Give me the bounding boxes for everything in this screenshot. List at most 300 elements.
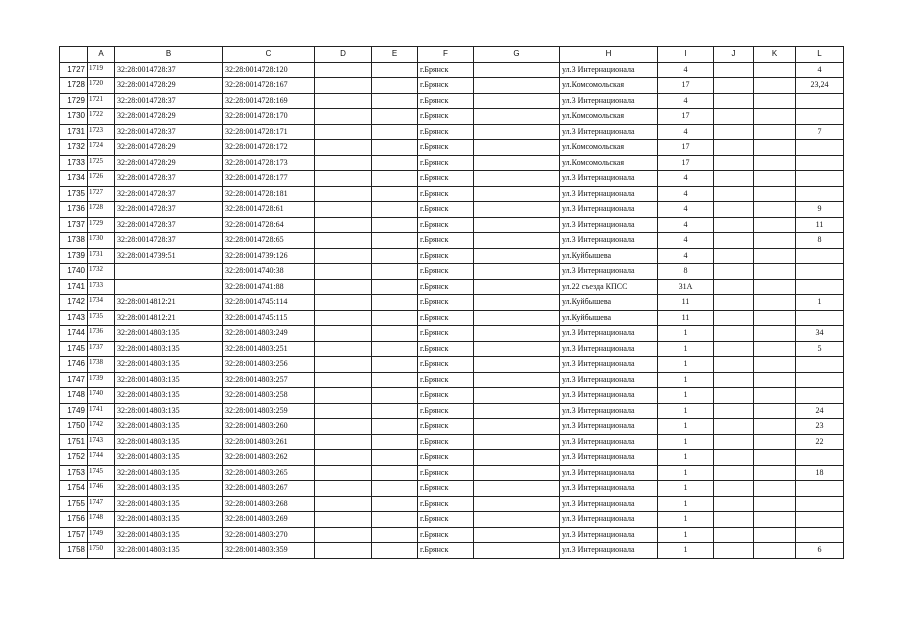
- cell-e[interactable]: [372, 543, 418, 559]
- cell-a[interactable]: [88, 326, 115, 342]
- cell-b[interactable]: [115, 264, 223, 280]
- cell-e[interactable]: [372, 481, 418, 497]
- cell-h[interactable]: ул.3 Интернационала: [560, 62, 658, 78]
- cell-c[interactable]: 32:28:0014803:260: [223, 419, 315, 435]
- cell-h[interactable]: ул.Куйбышева: [560, 310, 658, 326]
- cell-e[interactable]: [372, 326, 418, 342]
- cell-b[interactable]: 32:28:0014803:135: [115, 543, 223, 559]
- cell-a[interactable]: [88, 202, 115, 218]
- row-number[interactable]: 1751: [60, 434, 88, 450]
- cell-b[interactable]: 32:28:0014728:29: [115, 140, 223, 156]
- cell-d[interactable]: [315, 465, 372, 481]
- cell-g[interactable]: [474, 62, 560, 78]
- cell-c[interactable]: 32:28:0014803:256: [223, 357, 315, 373]
- cell-j[interactable]: [714, 264, 754, 280]
- cell-h[interactable]: ул.3 Интернационала: [560, 403, 658, 419]
- cell-h[interactable]: ул.Комсомольская: [560, 140, 658, 156]
- row-number[interactable]: 1744: [60, 326, 88, 342]
- cell-f[interactable]: г.Брянск: [418, 171, 474, 187]
- cell-f[interactable]: г.Брянск: [418, 403, 474, 419]
- cell-k[interactable]: [754, 512, 796, 528]
- cell-f[interactable]: г.Брянск: [418, 357, 474, 373]
- cell-l[interactable]: [796, 248, 844, 264]
- cell-i[interactable]: 17: [658, 140, 714, 156]
- cell-l[interactable]: 8: [796, 233, 844, 249]
- cell-f[interactable]: г.Брянск: [418, 465, 474, 481]
- cell-i[interactable]: 17: [658, 155, 714, 171]
- cell-b[interactable]: 32:28:0014728:29: [115, 78, 223, 94]
- cell-e[interactable]: [372, 357, 418, 373]
- cell-f[interactable]: г.Брянск: [418, 372, 474, 388]
- cell-d[interactable]: [315, 202, 372, 218]
- cell-k[interactable]: [754, 450, 796, 466]
- cell-f[interactable]: г.Брянск: [418, 264, 474, 280]
- row-number[interactable]: 1748: [60, 388, 88, 404]
- cell-c[interactable]: 32:28:0014803:249: [223, 326, 315, 342]
- cell-l[interactable]: [796, 155, 844, 171]
- cell-l[interactable]: 34: [796, 326, 844, 342]
- cell-h[interactable]: ул.3 Интернационала: [560, 450, 658, 466]
- cell-i[interactable]: 1: [658, 450, 714, 466]
- cell-e[interactable]: [372, 403, 418, 419]
- cell-i[interactable]: 4: [658, 248, 714, 264]
- cell-c[interactable]: 32:28:0014803:261: [223, 434, 315, 450]
- column-header-a[interactable]: A: [88, 47, 115, 63]
- cell-b[interactable]: 32:28:0014803:135: [115, 419, 223, 435]
- cell-e[interactable]: [372, 388, 418, 404]
- cell-e[interactable]: [372, 310, 418, 326]
- cell-d[interactable]: [315, 496, 372, 512]
- cell-h[interactable]: ул.3 Интернационала: [560, 481, 658, 497]
- cell-c[interactable]: 32:28:0014803:258: [223, 388, 315, 404]
- cell-b[interactable]: [115, 279, 223, 295]
- cell-c[interactable]: 32:28:0014803:262: [223, 450, 315, 466]
- cell-h[interactable]: ул.3 Интернационала: [560, 233, 658, 249]
- cell-c[interactable]: 32:28:0014728:181: [223, 186, 315, 202]
- cell-i[interactable]: 4: [658, 217, 714, 233]
- cell-i[interactable]: 1: [658, 357, 714, 373]
- cell-g[interactable]: [474, 481, 560, 497]
- cell-h[interactable]: ул.3 Интернационала: [560, 372, 658, 388]
- cell-c[interactable]: 32:28:0014728:171: [223, 124, 315, 140]
- cell-j[interactable]: [714, 403, 754, 419]
- cell-e[interactable]: [372, 264, 418, 280]
- cell-h[interactable]: ул.Комсомольская: [560, 109, 658, 125]
- row-number[interactable]: 1740: [60, 264, 88, 280]
- cell-e[interactable]: [372, 512, 418, 528]
- cell-a[interactable]: [88, 419, 115, 435]
- cell-b[interactable]: 32:28:0014803:135: [115, 388, 223, 404]
- cell-i[interactable]: 1: [658, 481, 714, 497]
- cell-j[interactable]: [714, 388, 754, 404]
- column-header-d[interactable]: D: [315, 47, 372, 63]
- cell-f[interactable]: г.Брянск: [418, 341, 474, 357]
- cell-g[interactable]: [474, 124, 560, 140]
- cell-a[interactable]: [88, 481, 115, 497]
- cell-d[interactable]: [315, 543, 372, 559]
- cell-c[interactable]: 32:28:0014803:359: [223, 543, 315, 559]
- cell-g[interactable]: [474, 326, 560, 342]
- row-number[interactable]: 1750: [60, 419, 88, 435]
- column-header-g[interactable]: G: [474, 47, 560, 63]
- cell-i[interactable]: 17: [658, 109, 714, 125]
- cell-j[interactable]: [714, 527, 754, 543]
- cell-j[interactable]: [714, 434, 754, 450]
- cell-g[interactable]: [474, 171, 560, 187]
- cell-a[interactable]: [88, 171, 115, 187]
- cell-f[interactable]: г.Брянск: [418, 186, 474, 202]
- cell-i[interactable]: 1: [658, 372, 714, 388]
- cell-b[interactable]: 32:28:0014728:37: [115, 217, 223, 233]
- cell-a[interactable]: [88, 434, 115, 450]
- cell-h[interactable]: ул.3 Интернационала: [560, 388, 658, 404]
- cell-b[interactable]: 32:28:0014803:135: [115, 372, 223, 388]
- cell-i[interactable]: 4: [658, 233, 714, 249]
- cell-h[interactable]: ул.3 Интернационала: [560, 217, 658, 233]
- cell-l[interactable]: [796, 512, 844, 528]
- cell-k[interactable]: [754, 481, 796, 497]
- cell-h[interactable]: ул.3 Интернационала: [560, 93, 658, 109]
- cell-h[interactable]: ул.22 съезда КПСС: [560, 279, 658, 295]
- cell-k[interactable]: [754, 434, 796, 450]
- cell-i[interactable]: 1: [658, 341, 714, 357]
- row-number[interactable]: 1727: [60, 62, 88, 78]
- cell-c[interactable]: 32:28:0014803:251: [223, 341, 315, 357]
- cell-d[interactable]: [315, 372, 372, 388]
- cell-b[interactable]: 32:28:0014812:21: [115, 310, 223, 326]
- row-number[interactable]: 1757: [60, 527, 88, 543]
- cell-d[interactable]: [315, 341, 372, 357]
- cell-g[interactable]: [474, 217, 560, 233]
- cell-a[interactable]: [88, 295, 115, 311]
- cell-g[interactable]: [474, 372, 560, 388]
- cell-b[interactable]: 32:28:0014728:37: [115, 93, 223, 109]
- cell-e[interactable]: [372, 78, 418, 94]
- cell-d[interactable]: [315, 62, 372, 78]
- row-number[interactable]: 1733: [60, 155, 88, 171]
- column-header-j[interactable]: J: [714, 47, 754, 63]
- cell-j[interactable]: [714, 140, 754, 156]
- cell-a[interactable]: [88, 109, 115, 125]
- cell-l[interactable]: 11: [796, 217, 844, 233]
- cell-d[interactable]: [315, 233, 372, 249]
- cell-f[interactable]: г.Брянск: [418, 140, 474, 156]
- cell-l[interactable]: 9: [796, 202, 844, 218]
- cell-c[interactable]: 32:28:0014728:120: [223, 62, 315, 78]
- cell-c[interactable]: 32:28:0014803:269: [223, 512, 315, 528]
- cell-c[interactable]: 32:28:0014745:114: [223, 295, 315, 311]
- cell-j[interactable]: [714, 496, 754, 512]
- cell-e[interactable]: [372, 140, 418, 156]
- row-number[interactable]: 1756: [60, 512, 88, 528]
- cell-e[interactable]: [372, 202, 418, 218]
- column-header-h[interactable]: H: [560, 47, 658, 63]
- cell-l[interactable]: [796, 279, 844, 295]
- cell-b[interactable]: 32:28:0014803:135: [115, 434, 223, 450]
- cell-h[interactable]: ул.3 Интернационала: [560, 512, 658, 528]
- row-number[interactable]: 1754: [60, 481, 88, 497]
- cell-i[interactable]: 1: [658, 527, 714, 543]
- corner-cell[interactable]: [60, 47, 88, 63]
- cell-k[interactable]: [754, 202, 796, 218]
- cell-b[interactable]: 32:28:0014728:37: [115, 186, 223, 202]
- cell-j[interactable]: [714, 279, 754, 295]
- cell-c[interactable]: 32:28:0014728:172: [223, 140, 315, 156]
- cell-d[interactable]: [315, 186, 372, 202]
- cell-j[interactable]: [714, 217, 754, 233]
- cell-b[interactable]: 32:28:0014803:135: [115, 341, 223, 357]
- cell-b[interactable]: 32:28:0014728:37: [115, 233, 223, 249]
- cell-a[interactable]: [88, 341, 115, 357]
- row-number[interactable]: 1752: [60, 450, 88, 466]
- cell-h[interactable]: ул.3 Интернационала: [560, 264, 658, 280]
- cell-l[interactable]: [796, 264, 844, 280]
- row-number[interactable]: 1729: [60, 93, 88, 109]
- cell-k[interactable]: [754, 109, 796, 125]
- cell-c[interactable]: 32:28:0014803:257: [223, 372, 315, 388]
- cell-l[interactable]: 22: [796, 434, 844, 450]
- cell-d[interactable]: [315, 450, 372, 466]
- cell-e[interactable]: [372, 434, 418, 450]
- cell-a[interactable]: [88, 527, 115, 543]
- cell-i[interactable]: 1: [658, 388, 714, 404]
- cell-j[interactable]: [714, 310, 754, 326]
- row-number[interactable]: 1737: [60, 217, 88, 233]
- row-number[interactable]: 1753: [60, 465, 88, 481]
- cell-f[interactable]: г.Брянск: [418, 527, 474, 543]
- cell-c[interactable]: 32:28:0014745:115: [223, 310, 315, 326]
- cell-j[interactable]: [714, 372, 754, 388]
- cell-k[interactable]: [754, 233, 796, 249]
- cell-l[interactable]: [796, 93, 844, 109]
- cell-h[interactable]: ул.3 Интернационала: [560, 341, 658, 357]
- cell-i[interactable]: 1: [658, 465, 714, 481]
- cell-i[interactable]: 11: [658, 295, 714, 311]
- column-header-c[interactable]: C: [223, 47, 315, 63]
- cell-e[interactable]: [372, 279, 418, 295]
- row-number[interactable]: 1743: [60, 310, 88, 326]
- cell-l[interactable]: [796, 372, 844, 388]
- cell-k[interactable]: [754, 403, 796, 419]
- cell-h[interactable]: ул.Куйбышева: [560, 295, 658, 311]
- cell-j[interactable]: [714, 155, 754, 171]
- cell-b[interactable]: 32:28:0014728:29: [115, 155, 223, 171]
- cell-g[interactable]: [474, 465, 560, 481]
- cell-k[interactable]: [754, 372, 796, 388]
- cell-f[interactable]: г.Брянск: [418, 93, 474, 109]
- cell-e[interactable]: [372, 109, 418, 125]
- cell-f[interactable]: г.Брянск: [418, 109, 474, 125]
- cell-j[interactable]: [714, 326, 754, 342]
- cell-g[interactable]: [474, 202, 560, 218]
- cell-g[interactable]: [474, 357, 560, 373]
- cell-e[interactable]: [372, 527, 418, 543]
- cell-k[interactable]: [754, 388, 796, 404]
- cell-e[interactable]: [372, 186, 418, 202]
- column-header-f[interactable]: F: [418, 47, 474, 63]
- cell-b[interactable]: 32:28:0014728:37: [115, 62, 223, 78]
- cell-c[interactable]: 32:28:0014803:265: [223, 465, 315, 481]
- cell-a[interactable]: [88, 465, 115, 481]
- cell-c[interactable]: 32:28:0014740:38: [223, 264, 315, 280]
- cell-e[interactable]: [372, 124, 418, 140]
- cell-d[interactable]: [315, 481, 372, 497]
- cell-l[interactable]: 7: [796, 124, 844, 140]
- cell-c[interactable]: 32:28:0014728:173: [223, 155, 315, 171]
- cell-h[interactable]: ул.3 Интернационала: [560, 357, 658, 373]
- cell-h[interactable]: ул.Комсомольская: [560, 155, 658, 171]
- column-header-e[interactable]: E: [372, 47, 418, 63]
- row-number[interactable]: 1732: [60, 140, 88, 156]
- cell-g[interactable]: [474, 543, 560, 559]
- cell-a[interactable]: [88, 93, 115, 109]
- row-number[interactable]: 1731: [60, 124, 88, 140]
- row-number[interactable]: 1736: [60, 202, 88, 218]
- cell-f[interactable]: г.Брянск: [418, 310, 474, 326]
- cell-i[interactable]: 4: [658, 186, 714, 202]
- cell-f[interactable]: г.Брянск: [418, 419, 474, 435]
- cell-c[interactable]: 32:28:0014728:65: [223, 233, 315, 249]
- cell-f[interactable]: г.Брянск: [418, 326, 474, 342]
- column-header-k[interactable]: K: [754, 47, 796, 63]
- cell-h[interactable]: ул.3 Интернационала: [560, 496, 658, 512]
- cell-d[interactable]: [315, 527, 372, 543]
- cell-d[interactable]: [315, 171, 372, 187]
- cell-d[interactable]: [315, 357, 372, 373]
- cell-f[interactable]: г.Брянск: [418, 202, 474, 218]
- cell-l[interactable]: [796, 481, 844, 497]
- cell-i[interactable]: 17: [658, 78, 714, 94]
- cell-c[interactable]: 32:28:0014803:268: [223, 496, 315, 512]
- cell-k[interactable]: [754, 326, 796, 342]
- cell-a[interactable]: [88, 217, 115, 233]
- cell-k[interactable]: [754, 93, 796, 109]
- cell-k[interactable]: [754, 217, 796, 233]
- cell-e[interactable]: [372, 93, 418, 109]
- cell-k[interactable]: [754, 465, 796, 481]
- cell-h[interactable]: ул.3 Интернационала: [560, 326, 658, 342]
- cell-i[interactable]: 4: [658, 124, 714, 140]
- cell-j[interactable]: [714, 78, 754, 94]
- cell-j[interactable]: [714, 543, 754, 559]
- cell-f[interactable]: г.Брянск: [418, 78, 474, 94]
- cell-i[interactable]: 4: [658, 202, 714, 218]
- cell-f[interactable]: г.Брянск: [418, 434, 474, 450]
- cell-g[interactable]: [474, 310, 560, 326]
- cell-g[interactable]: [474, 512, 560, 528]
- cell-k[interactable]: [754, 264, 796, 280]
- column-header-l[interactable]: L: [796, 47, 844, 63]
- row-number[interactable]: 1755: [60, 496, 88, 512]
- cell-d[interactable]: [315, 295, 372, 311]
- cell-k[interactable]: [754, 62, 796, 78]
- cell-g[interactable]: [474, 419, 560, 435]
- cell-j[interactable]: [714, 357, 754, 373]
- cell-h[interactable]: ул.3 Интернационала: [560, 527, 658, 543]
- cell-a[interactable]: [88, 62, 115, 78]
- cell-l[interactable]: 5: [796, 341, 844, 357]
- cell-l[interactable]: 18: [796, 465, 844, 481]
- cell-i[interactable]: 1: [658, 543, 714, 559]
- cell-d[interactable]: [315, 310, 372, 326]
- cell-l[interactable]: [796, 186, 844, 202]
- cell-f[interactable]: г.Брянск: [418, 512, 474, 528]
- cell-j[interactable]: [714, 481, 754, 497]
- cell-b[interactable]: 32:28:0014728:37: [115, 171, 223, 187]
- cell-k[interactable]: [754, 248, 796, 264]
- cell-e[interactable]: [372, 341, 418, 357]
- cell-a[interactable]: [88, 310, 115, 326]
- cell-j[interactable]: [714, 93, 754, 109]
- cell-i[interactable]: 1: [658, 496, 714, 512]
- cell-k[interactable]: [754, 279, 796, 295]
- cell-g[interactable]: [474, 434, 560, 450]
- cell-a[interactable]: [88, 496, 115, 512]
- cell-l[interactable]: [796, 140, 844, 156]
- cell-l[interactable]: [796, 450, 844, 466]
- row-number[interactable]: 1734: [60, 171, 88, 187]
- cell-b[interactable]: 32:28:0014728:37: [115, 124, 223, 140]
- cell-i[interactable]: 1: [658, 434, 714, 450]
- row-number[interactable]: 1730: [60, 109, 88, 125]
- cell-d[interactable]: [315, 512, 372, 528]
- cell-a[interactable]: [88, 450, 115, 466]
- cell-k[interactable]: [754, 171, 796, 187]
- cell-j[interactable]: [714, 62, 754, 78]
- cell-d[interactable]: [315, 264, 372, 280]
- cell-h[interactable]: ул.3 Интернационала: [560, 419, 658, 435]
- cell-g[interactable]: [474, 155, 560, 171]
- cell-b[interactable]: 32:28:0014803:135: [115, 403, 223, 419]
- cell-j[interactable]: [714, 341, 754, 357]
- cell-e[interactable]: [372, 171, 418, 187]
- cell-d[interactable]: [315, 419, 372, 435]
- cell-c[interactable]: 32:28:0014741:88: [223, 279, 315, 295]
- cell-g[interactable]: [474, 233, 560, 249]
- cell-f[interactable]: г.Брянск: [418, 388, 474, 404]
- cell-d[interactable]: [315, 217, 372, 233]
- cell-b[interactable]: 32:28:0014803:135: [115, 527, 223, 543]
- cell-h[interactable]: ул.3 Интернационала: [560, 434, 658, 450]
- cell-l[interactable]: 24: [796, 403, 844, 419]
- column-header-i[interactable]: I: [658, 47, 714, 63]
- cell-j[interactable]: [714, 512, 754, 528]
- cell-e[interactable]: [372, 233, 418, 249]
- cell-a[interactable]: [88, 264, 115, 280]
- cell-e[interactable]: [372, 372, 418, 388]
- cell-i[interactable]: 4: [658, 171, 714, 187]
- cell-c[interactable]: 32:28:0014728:167: [223, 78, 315, 94]
- cell-g[interactable]: [474, 248, 560, 264]
- cell-b[interactable]: 32:28:0014728:29: [115, 109, 223, 125]
- cell-h[interactable]: ул.Комсомольская: [560, 78, 658, 94]
- row-number[interactable]: 1738: [60, 233, 88, 249]
- cell-j[interactable]: [714, 186, 754, 202]
- cell-k[interactable]: [754, 527, 796, 543]
- column-header-b[interactable]: B: [115, 47, 223, 63]
- cell-i[interactable]: 1: [658, 512, 714, 528]
- cell-d[interactable]: [315, 326, 372, 342]
- cell-j[interactable]: [714, 202, 754, 218]
- cell-g[interactable]: [474, 388, 560, 404]
- cell-d[interactable]: [315, 93, 372, 109]
- cell-c[interactable]: 32:28:0014803:259: [223, 403, 315, 419]
- cell-g[interactable]: [474, 93, 560, 109]
- cell-g[interactable]: [474, 186, 560, 202]
- cell-l[interactable]: [796, 496, 844, 512]
- cell-g[interactable]: [474, 527, 560, 543]
- cell-d[interactable]: [315, 279, 372, 295]
